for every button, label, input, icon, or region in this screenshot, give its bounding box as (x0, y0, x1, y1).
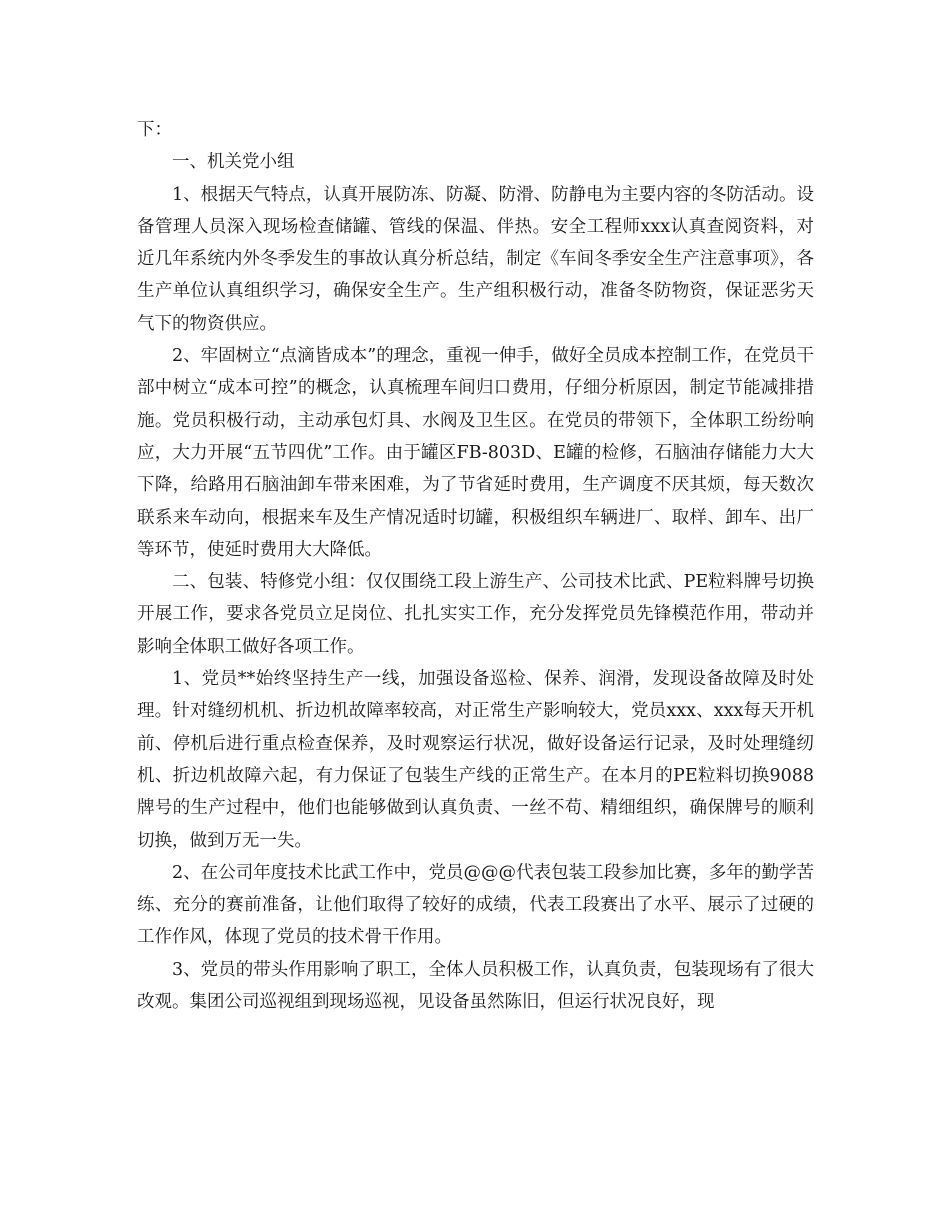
paragraph-cost-control: 2、牢固树立“点滴皆成本”的理念，重视一伸手，做好全员成本控制工作，在党员干部中树立“成本可控”的概念，认真梳理车间归口费用，仔细分析原因，制定节能减排措施。党员积极行动，主动承包灯具、水阀及卫生区。在党员的带领下，全体职工纷纷响应，大力开展“五节四优”工作。由于罐区FB-803D、E罐的检修，石脑油存储能力大大下降，给路用石脑油卸车带来困难，为了节省延时费用，生产调度不厌其烦，每天数次联系来车动向，根据来车及生产情况适时切罐，积极组织车辆进厂、取样、卸车、出厂等环节，使延时费用大大降低。 (137, 346, 814, 560)
paragraph-skills-competition: 2、在公司年度技术比武工作中，党员@@@代表包装工段参加比赛，多年的勤学苦练、充分的赛前准备，让他们取得了较好的成绩，代表工段赛出了水平、展示了过硬的工作作风，体现了党员的技术骨干作用。 (137, 862, 814, 948)
section-heading-jiguan: 一、机关党小组 (172, 152, 295, 173)
paragraph-leading-role: 3、党员的带头作用影响了职工，全体人员积极工作，认真负责，包装现场有了很大改观。集团公司巡视组到现场巡视，见设备虽然陈旧，但运行状况良好，现 (137, 959, 814, 1013)
document-body (137, 114, 814, 1018)
paragraph-winter-protection: 1、根据天气特点，认真开展防冻、防凝、防滑、防静电为主要内容的冬防活动。设备管理人员深入现场检查储罐、管线的保温、伴热。安全工程师xxx认真查阅资料，对近几年系统内外冬季发生的事故认真分析总结，制定《车间冬季安全生产注意事项》，各生产单位认真组织学习，确保安全生产。生产组积极行动，准备冬防物资，保证恶劣天气下的物资供应。 (137, 184, 814, 334)
paragraph-equipment-inspection: 1、党员**始终坚持生产一线，加强设备巡检、保养、润滑，发现设备故障及时处理。针对缝纫机机、折边机故障率较高，对正常生产影响较大，党员xxx、xxx每天开机前、停机后进行重点检查保养，及时观察运行状况，做好设备运行记录，及时处理缝纫机、折边机故障六起，有力保证了包装生产线的正常生产。在本月的PE粒料切换9088牌号的生产过程中，他们也能够做到认真负责、一丝不苟、精细组织，确保牌号的顺利切换，做到万无一失。 (137, 669, 814, 851)
paragraph-continuation: 下： (137, 120, 172, 140)
section-heading-packaging: 二、包装、特修党小组：仅仅围绕工段上游生产、公司技术比武、PE粒料牌号切换开展工作，要求各党员立足岗位、扎扎实实工作，充分发挥党员先锋模范作用，带动并影响全体职工做好各项工作。 (137, 572, 814, 657)
